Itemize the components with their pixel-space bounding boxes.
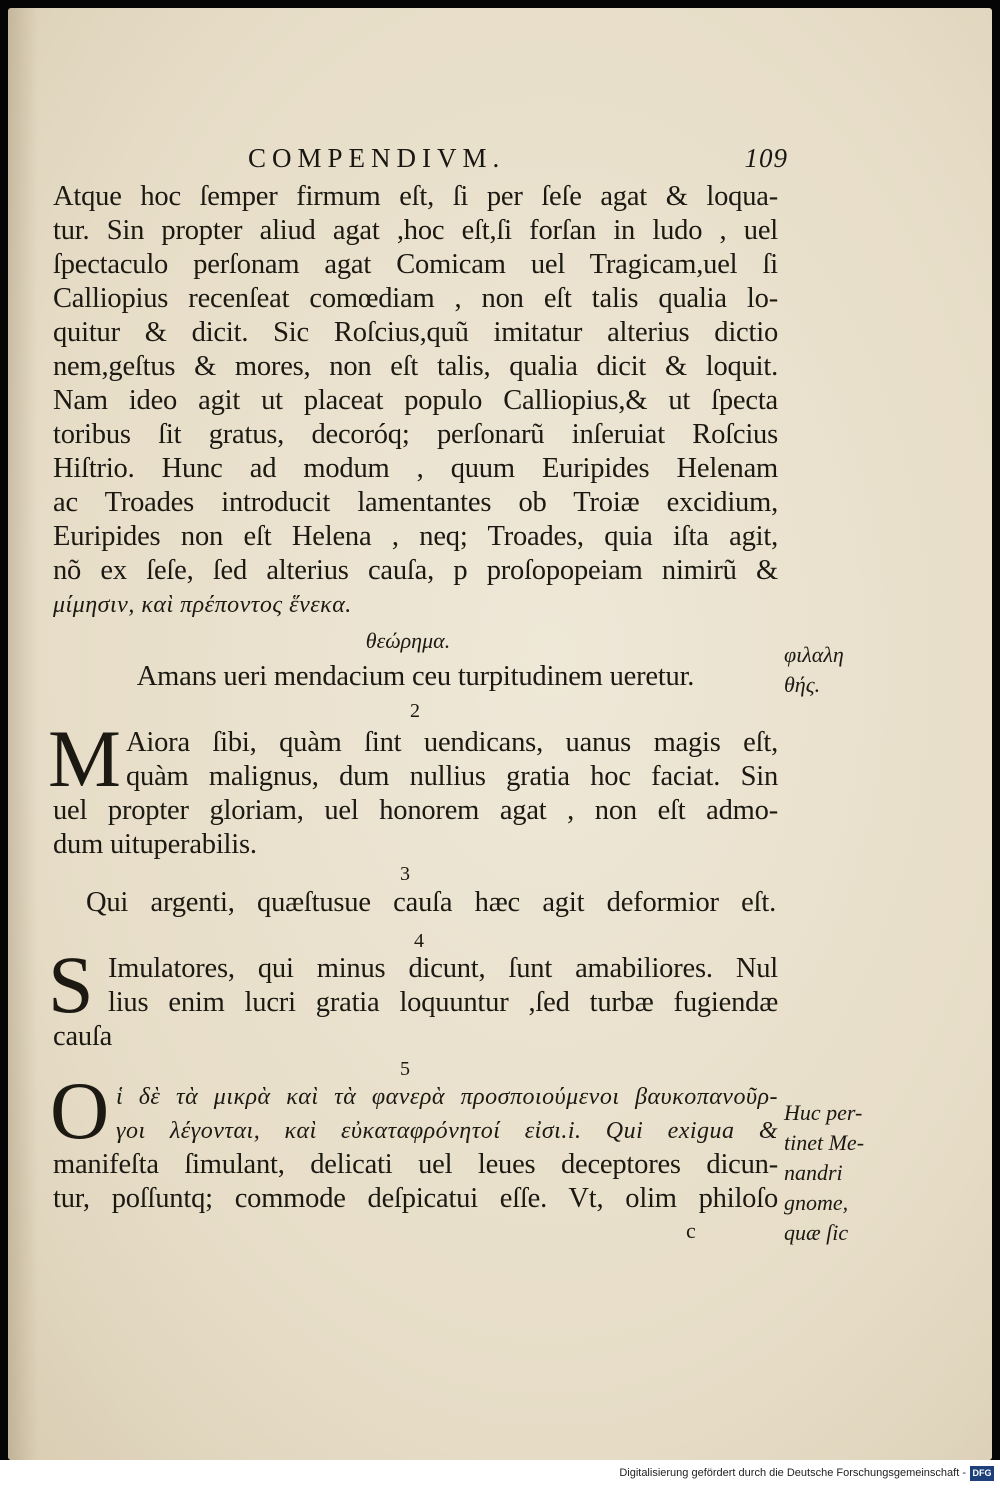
paragraph-4-indented [108, 952, 778, 1020]
text-line: manifeſta ſimulant, delicati uel leues deceptores dicun- [53, 1149, 778, 1180]
section-number: 3 [400, 863, 410, 885]
paragraph-4 [53, 1020, 778, 1054]
text-line: quitur & dicit. Sic Roſcius,quũ imitatur alterius dictio [53, 317, 778, 348]
text-line: Amans ueri mendacium ceu turpitudinem ueretur. [136, 661, 695, 692]
margin-note-line: nandri [784, 1160, 843, 1185]
text-line: Atque hoc ſemper firmum eſt, ſi per ſeſe agat & loqua- [53, 181, 778, 212]
margin-note-line: φιλαλη [784, 642, 844, 667]
text-line: Nam ideo agit ut placeat populo Calliopius,& ut ſpecta [53, 385, 778, 416]
margin-note-line: Huc per- [784, 1100, 863, 1125]
text-line: Aiora ſibi, quàm ſint uendicans, uanus magis eſt, [126, 727, 778, 758]
drop-cap: S [48, 939, 94, 1030]
theorema-heading: θεώρημα. [365, 628, 451, 653]
drop-cap: O [50, 1065, 110, 1156]
text-line: cauſa [53, 1021, 113, 1052]
section-number: 5 [400, 1058, 410, 1080]
text-line: Calliopius recenſeat comœdiam , non eſt talis qualia lo- [53, 283, 778, 314]
greek-line: μίμησιν, καὶ πρέποντος ἕνεκα. [53, 592, 352, 618]
text-line: ac Troades introducit lamentantes ob Troiæ excidium, [53, 487, 778, 518]
text-line: Imulatores, qui minus dicunt, ſunt amabiliores. Nul [108, 953, 778, 984]
funding-notice: Digitalisierung gefördert durch die Deutsche Forschungsgemeinschaft - [619, 1467, 966, 1479]
margin-note-line: tinet Me- [784, 1130, 865, 1155]
book-page [8, 8, 992, 1460]
dfg-logo: DFG [970, 1466, 994, 1481]
footer-bar [0, 1460, 1000, 1489]
paragraph-1 [53, 180, 778, 622]
margin-note-menander [784, 1098, 884, 1248]
running-head-title: COMPENDIVM. [248, 143, 506, 173]
margin-note-line: gnome, [784, 1190, 849, 1215]
text-line: dum uituperabilis. [53, 829, 257, 860]
paragraph-2 [53, 794, 778, 862]
text-line: nõ ex ſeſe, ſed alterius cauſa, p proſopopeiam nimirũ & [53, 555, 778, 586]
paragraph-5-indented [116, 1080, 778, 1148]
drop-cap: M [48, 713, 121, 804]
text-line: lius enim lucri gratia loquuntur ,ſed turbæ fugiendæ [108, 987, 778, 1018]
greek-line: ἱ δὲ τὰ μικρὰ καὶ τὰ φανερὰ προσποιούμενοι βαυκοπανοῦρ- [116, 1084, 778, 1110]
section-number: 2 [410, 700, 420, 722]
text-line: toribus ſit gratus, decoróq; perſonarũ inſeruiat Roſcius [53, 419, 778, 450]
text-line: tur, poſſuntq; commode deſpicatui eſſe. Vt, olim philoſo [53, 1183, 778, 1214]
running-head [248, 143, 788, 179]
text-line: tur. Sin propter aliud agat ,hoc eſt,ſi forſan in ludo , uel [53, 215, 778, 246]
section-number: 4 [414, 930, 424, 952]
page-number: 109 [744, 143, 788, 173]
text-line: Euripides non eſt Helena , neq; Troades, quia iſta agit, [53, 521, 778, 552]
paragraph-3 [86, 886, 776, 920]
margin-note-line: θής. [784, 672, 821, 697]
greek-line: γοι λέγονται, καὶ εὐκαταφρόνητοί εἰσι.i. Qui exigua & [116, 1118, 778, 1144]
margin-note-line: quæ ſic [784, 1220, 849, 1245]
text-line: uel propter gloriam, uel honorem agat , non eſt admo- [53, 795, 778, 826]
signature-mark: c [686, 1218, 696, 1243]
paragraph-2-indented [126, 726, 778, 794]
margin-note-philalethes [784, 640, 884, 700]
text-line: nem,geſtus & mores, non eſt talis, qualia dicit & loquit. [53, 351, 778, 382]
paragraph-5 [53, 1148, 778, 1216]
text-line: Qui argenti, quæſtusue cauſa hæc agit deformior eſt. [86, 887, 776, 918]
theorema-statement [53, 660, 778, 694]
text-line: Hiſtrio. Hunc ad modum , quum Euripides Helenam [53, 453, 778, 484]
text-line: ſpectaculo perſonam agat Comicam uel Tragicam,uel ſi [53, 249, 778, 280]
text-line: quàm malignus, dum nullius gratia hoc faciat. Sin [126, 761, 778, 792]
